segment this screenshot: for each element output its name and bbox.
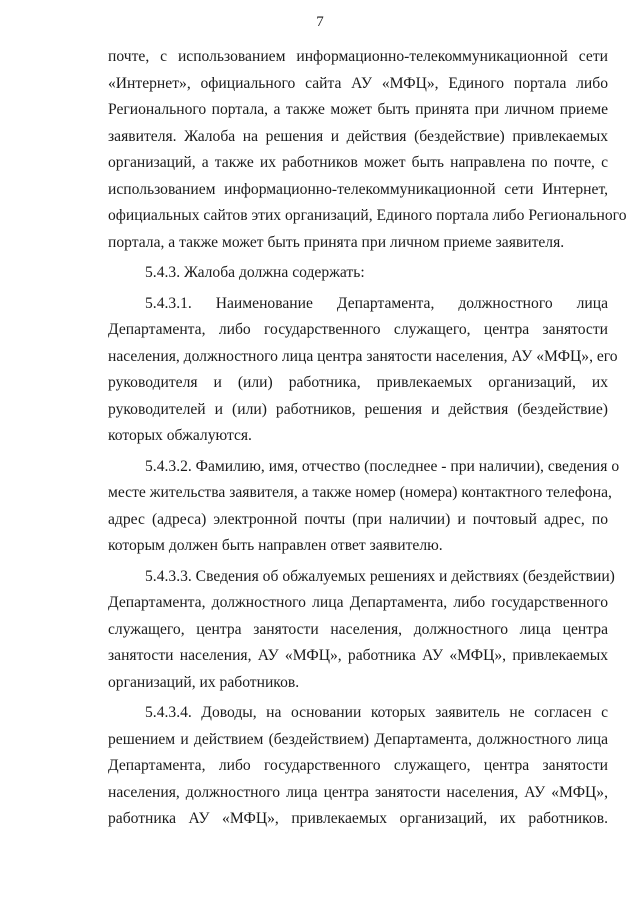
text-line: населения, должностного лица центра занятости населения, АУ «МФЦ», — [108, 783, 608, 801]
text-line: «Интернет», официального сайта АУ «МФЦ», Единого портала либо — [108, 74, 608, 92]
text-line: использованием информационно-телекоммуникационной сети Интернет, — [108, 180, 608, 198]
text-line: заявителя. Жалоба на решения и действия (бездействие) привлекаемых — [108, 127, 608, 145]
text-line: 5.4.3.4. Доводы, на основании которых заявитель не согласен с — [145, 704, 608, 721]
text-line: 5.4.3.1. Наименование Департамента, должностного лица — [145, 294, 608, 312]
text-line: организаций, их работников. — [108, 673, 300, 691]
text-line: занятости населения, АУ «МФЦ», работника АУ «МФЦ», привлекаемых — [108, 647, 608, 664]
text-line: работника АУ «МФЦ», привлекаемых организаций, их работников. — [108, 810, 608, 827]
text-line: решением и действием (бездействием) Департамента, должностного лица — [108, 730, 608, 748]
text-line: Департамента, либо государственного служащего, центра занятости — [108, 757, 608, 774]
text-line: 5.4.3.2. Фамилию, имя, отчество (последнее - при наличии), сведения о — [145, 457, 620, 475]
text-line: 5.4.3.3. Сведения об обжалуемых решениях и действиях (бездействии) — [145, 567, 615, 585]
text-line: руководителей и (или) работников, решения и действия (бездействие) — [108, 400, 608, 418]
text-line: организаций, а также их работников может быть направлена по почте, с — [108, 154, 608, 171]
text-line: официальных сайтов этих организаций, Единого портала либо Регионального — [108, 207, 627, 224]
text-line: руководителя и (или) работника, привлекаемых организаций, их — [108, 374, 608, 391]
text-line: которым должен быть направлен ответ заявителю. — [108, 537, 443, 554]
text-line: Департамента, должностного лица Департамента, либо государственного — [108, 594, 608, 611]
document-body — [108, 44, 627, 833]
paragraph — [108, 260, 608, 287]
text-line: Департамента, либо государственного служащего, центра занятости — [108, 321, 608, 338]
paragraph — [108, 454, 620, 560]
text-line: Регионального портала, а также может быть принята при личном приеме — [108, 101, 608, 118]
text-line: почте, с использованием информационно-телекоммуникационной сети — [108, 48, 608, 65]
text-line: которых обжалуются. — [108, 427, 252, 444]
page-number: 7 — [316, 14, 324, 30]
text-line: месте жительства заявителя, а также номер (номера) контактного телефона, — [108, 484, 612, 501]
text-line: портала, а также может быть принята при личном приеме заявителя. — [108, 233, 565, 251]
text-line: адрес (адреса) электронной почты (при наличии) и почтовый адрес, по — [108, 510, 608, 528]
text-line: населения, должностного лица центра занятости населения, АУ «МФЦ», его — [108, 347, 618, 365]
text-line: служащего, центра занятости населения, должностного лица центра — [108, 620, 608, 638]
paragraph — [108, 44, 627, 256]
paragraph — [108, 700, 608, 833]
paragraph — [108, 291, 618, 450]
paragraph — [108, 564, 615, 697]
text-line: 5.4.3. Жалоба должна содержать: — [145, 264, 365, 281]
